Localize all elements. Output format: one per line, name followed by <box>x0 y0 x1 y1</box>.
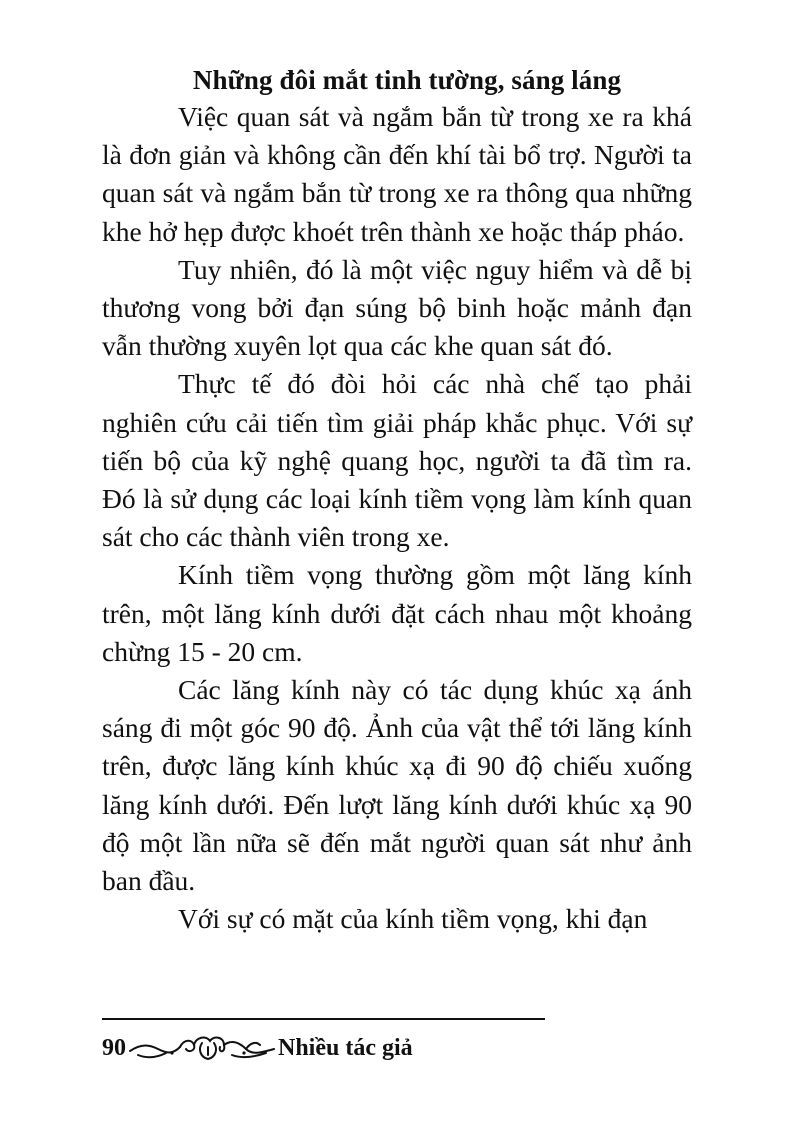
paragraph: Việc quan sát và ngắm bắn từ trong xe ra khá là đơn giản và không cần đến khí tài bổ trợ. Người ta quan sát và ngắm bắn từ trong xe ra thông qua những khe hở hẹp được khoét trên thành xe hoặc tháp pháo. <box>102 101 692 247</box>
page-number: 90 <box>102 1034 126 1061</box>
footer-rule <box>102 1018 545 1020</box>
paragraph: Với sự có mặt của kính tiềm vọng, khi đạn <box>178 903 648 935</box>
page-footer <box>102 1028 413 1068</box>
page-body <box>102 62 692 938</box>
paragraph: Thực tế đó đòi hỏi các nhà chế tạo phải nghiên cứu cải tiến tìm giải pháp khắc phục. Với sự tiến bộ của kỹ nghệ quang học, người ta đã tìm ra. Đó là sử dụng các loại kính tiềm vọng làm kính quan sát cho các thành viên trong xe. <box>102 368 692 553</box>
flourish-ornament-icon <box>128 1031 276 1065</box>
paragraph: Tuy nhiên, đó là một việc nguy hiểm và dễ bị thương vong bởi đạn súng bộ binh hoặc mảnh đạn vẫn thường xuyên lọt qua các khe quan sát đó. <box>102 253 692 362</box>
section-heading: Những đôi mắt tinh tường, sáng láng <box>192 65 622 95</box>
author-name: Nhiều tác giả <box>278 1034 413 1061</box>
paragraph: Các lăng kính này có tác dụng khúc xạ ánh sáng đi một góc 90 độ. Ảnh của vật thể tới lăng kính trên, được lăng kính khúc xạ đi 90 độ chiếu xuống lăng kính dưới. Đến lượt lăng kính dưới khúc xạ 90 độ một lần nữa sẽ đến mắt người quan sát như ảnh ban đầu. <box>102 674 692 897</box>
paragraph: Kính tiềm vọng thường gồm một lăng kính trên, một lăng kính dưới đặt cách nhau một khoảng chừng 15 - 20 cm. <box>102 559 692 667</box>
